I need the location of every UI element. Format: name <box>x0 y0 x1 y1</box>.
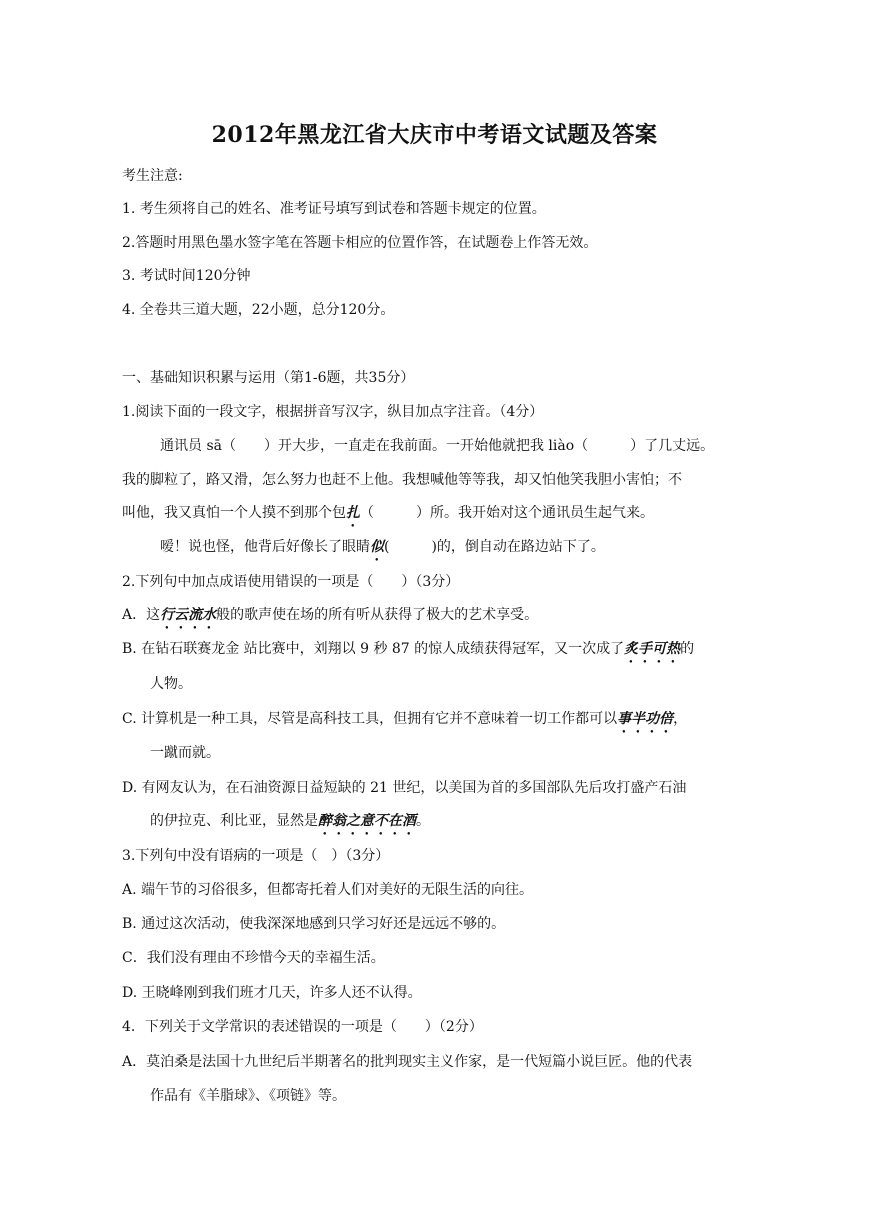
document-title: 2012年黑龙江省大庆市中考语文试题及答案 <box>211 122 658 148</box>
section-1-heading: 一、基础知识积累与运用（第1-6题，共35分） <box>122 370 415 386</box>
dotted-idiom: 事半功倍 <box>617 711 674 727</box>
text-run: 般的歌声使在场的所有听从获得了极大的艺术享受。 <box>216 607 539 623</box>
q2-option-a <box>122 605 538 632</box>
q2-option-c <box>122 709 687 736</box>
notice-heading: 考生注意: <box>122 168 183 184</box>
q4-option-a-line-1: A．莫泊桑是法国十九世纪后半期著名的批判现实主义作家，是一代短篇小说巨匠。他的代表 <box>122 1054 693 1070</box>
text-run: ， <box>673 711 688 727</box>
text-run: 的伊拉克、利比亚，显然是 <box>150 813 318 829</box>
dotted-char: 似 <box>370 539 384 555</box>
q3-stem: 3.下列句中没有语病的一项是（ ）（3分） <box>122 848 390 864</box>
text-run: ( )的，倒自动在路边站下了。 <box>384 539 605 555</box>
dotted-idiom: 炙手可热 <box>624 641 681 657</box>
text-run: A．这 <box>122 607 161 623</box>
q2-option-c-cont: 一蹴而就。 <box>150 745 220 761</box>
q1-stem: 1.阅读下面的一段文字，根据拼音写汉字，纵目加点字注音。（4分） <box>122 404 544 420</box>
q3-option-c: C．我们没有理由不珍惜今天的幸福生活。 <box>122 950 385 966</box>
text-run: （ ）所。我开始对这个通讯员生起气来。 <box>360 505 654 521</box>
q1-paragraph-line-3 <box>122 503 654 530</box>
notice-item-4: 4. 全卷共三道大题，22小题，总分120分。 <box>122 302 395 318</box>
q4-option-a-line-2: 作品有《羊脂球》、《项链》等。 <box>150 1088 346 1104</box>
q1-paragraph-line-1: 通讯员 sā（ ）开大步，一直走在我前面。一开始他就把我 liào（ ）了几丈远。 <box>160 438 715 454</box>
text-run: 。 <box>416 813 430 829</box>
notice-item-1: 1. 考生须将自己的姓名、准考证号填写到试卷和答题卡规定的位置。 <box>122 201 546 217</box>
text-run: C. 计算机是一种工具，尽管是高科技工具，但拥有它并不意味着一切工作都可以 <box>122 711 618 727</box>
q1-paragraph-line-2: 我的脚粒了，路又滑，怎么努力也赶不上他。我想喊他等等我，却又怕他笑我胆小害怕；不 <box>122 472 682 488</box>
q4-stem: 4．下列关于文学常识的表述错误的一项是（ ）（2分） <box>122 1019 483 1035</box>
text-run: 的 <box>680 641 695 657</box>
q2-option-b-cont: 人物。 <box>150 676 192 692</box>
q2-option-d-line-2 <box>150 811 430 838</box>
q3-option-b: B. 通过这次活动，使我深深地感到只学习好还是远远不够的。 <box>122 916 506 932</box>
notice-item-3: 3. 考试时间120分钟 <box>122 268 251 284</box>
text-run: B. 在钻石联赛龙金 站比赛中，刘翔以 9 秒 87 的惊人成绩获得冠军，又一次成了 <box>122 641 625 657</box>
q2-stem: 2.下列句中加点成语使用错误的一项是（ ）（3分） <box>122 574 460 590</box>
text-run: 嗳！说也怪，他背后好像长了眼睛 <box>160 539 370 555</box>
q1-paragraph-line-4 <box>160 537 605 564</box>
dotted-char: 扎 <box>346 505 360 521</box>
q3-option-a: A. 端午节的习俗很多，但都寄托着人们对美好的无限生活的向往。 <box>122 882 534 898</box>
dotted-idiom: 醉翁之意不在酒 <box>318 813 416 829</box>
q2-option-b <box>122 639 694 666</box>
dotted-idiom: 行云流水 <box>160 607 217 623</box>
q3-option-d: D. 王晓峰刚到我们班才几天，许多人还不认得。 <box>122 985 422 1001</box>
text-run: 叫他，我又真怕一个人摸不到那个包 <box>122 505 346 521</box>
notice-item-2: 2.答题时用黑色墨水签字笔在答题卡相应的位置作答，在试题卷上作答无效。 <box>122 235 598 251</box>
q2-option-d-line-1: D. 有网友认为，在石油资源日益短缺的 21 世纪，以美国为首的多国部队先后攻打盛产石油 <box>122 780 687 796</box>
